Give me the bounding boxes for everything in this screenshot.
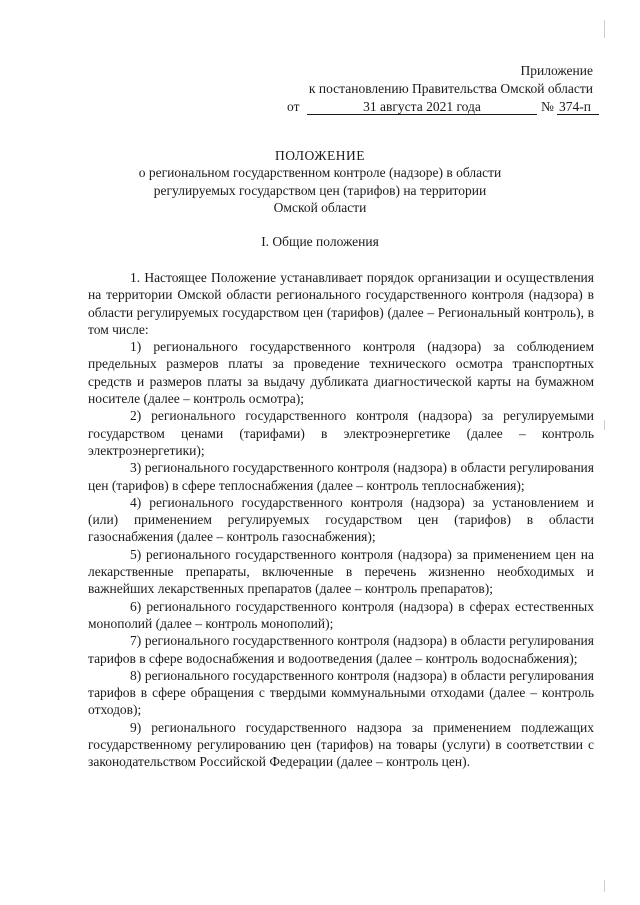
title-line-1: о региональном государственном контроле (надзоре) в области bbox=[138, 165, 502, 181]
section-title: I. Общие положения bbox=[261, 234, 379, 249]
paragraph: 2) регионального государственного контроля (надзора) за регулируемыми государством ценами (тарифами) в электроэнергетике (далее – контроль электроэнергетики); bbox=[88, 408, 594, 458]
paragraph: 1) регионального государственного контроля (надзора) за соблюдением предельных размеров платы за проведение технического осмотра транспортных средств и размеров платы за выдачу дубликата диагностической карты на бумажном носителе (далее – контроль осмотра); bbox=[88, 339, 594, 407]
decree-date: 31 августа 2021 года bbox=[307, 98, 537, 115]
appendix-label: Приложение bbox=[520, 63, 593, 78]
paragraph: 3) регионального государственного контроля (надзора) в области регулирования цен (тарифов) в сфере теплоснабжения (далее – контроль теплоснабжения); bbox=[88, 460, 594, 493]
decree-reference: к постановлению Правительства Омской области bbox=[308, 81, 593, 96]
document-body bbox=[88, 269, 594, 771]
title-line-3: Омской области bbox=[273, 199, 367, 215]
paragraph: 9) регионального государственного надзора за применением подлежащих государственному регулированию цен (тарифов) на товары (услуги) в соответствии с законодательством Российской Федерации (далее – контроль цен). bbox=[88, 719, 594, 770]
scan-artifact bbox=[604, 420, 605, 430]
title-heading: ПОЛОЖЕНИЕ bbox=[275, 148, 365, 163]
paragraph: 1. Настоящее Положение устанавливает порядок организации и осуществления на территории Омской области регионального государственного контроля (надзора) в области регулируемых государством цен (тарифов) (далее – Региональный контроль), в том числе: bbox=[88, 270, 594, 337]
scan-artifact bbox=[604, 20, 605, 38]
decree-number: 374-п bbox=[557, 98, 599, 115]
paragraph: 5) регионального государственного контроля (надзора) за применением цен на лекарственные препараты, включенные в перечень жизненно необходимых и важнейших лекарственных препаратов (далее – контроль препаратов); bbox=[88, 546, 594, 597]
date-prefix: от bbox=[287, 99, 300, 114]
number-prefix: № bbox=[541, 99, 554, 114]
paragraph: 6) регионального государственного контроля (надзора) в сферах естественных монополий (далее – контроль монополий); bbox=[88, 598, 594, 631]
paragraph: 4) регионального государственного контроля (надзора) за установлением и (или) применением регулируемых государством цен (тарифов) в области газоснабжения (далее – контроль газоснабжения); bbox=[88, 494, 594, 545]
document-title bbox=[100, 147, 540, 216]
paragraph: 8) регионального государственного контроля (надзора) в области регулирования тарифов в сфере обращения с твердыми коммунальными отходами (далее – контроль отходов); bbox=[88, 667, 594, 718]
scan-artifact bbox=[604, 880, 605, 892]
paragraph: 7) регионального государственного контроля (надзора) в области регулирования тарифов в сфере водоснабжения и водоотведения (далее – контроль водоснабжения); bbox=[88, 633, 594, 666]
title-line-2: регулируемых государством цен (тарифов) на территории bbox=[153, 182, 487, 198]
